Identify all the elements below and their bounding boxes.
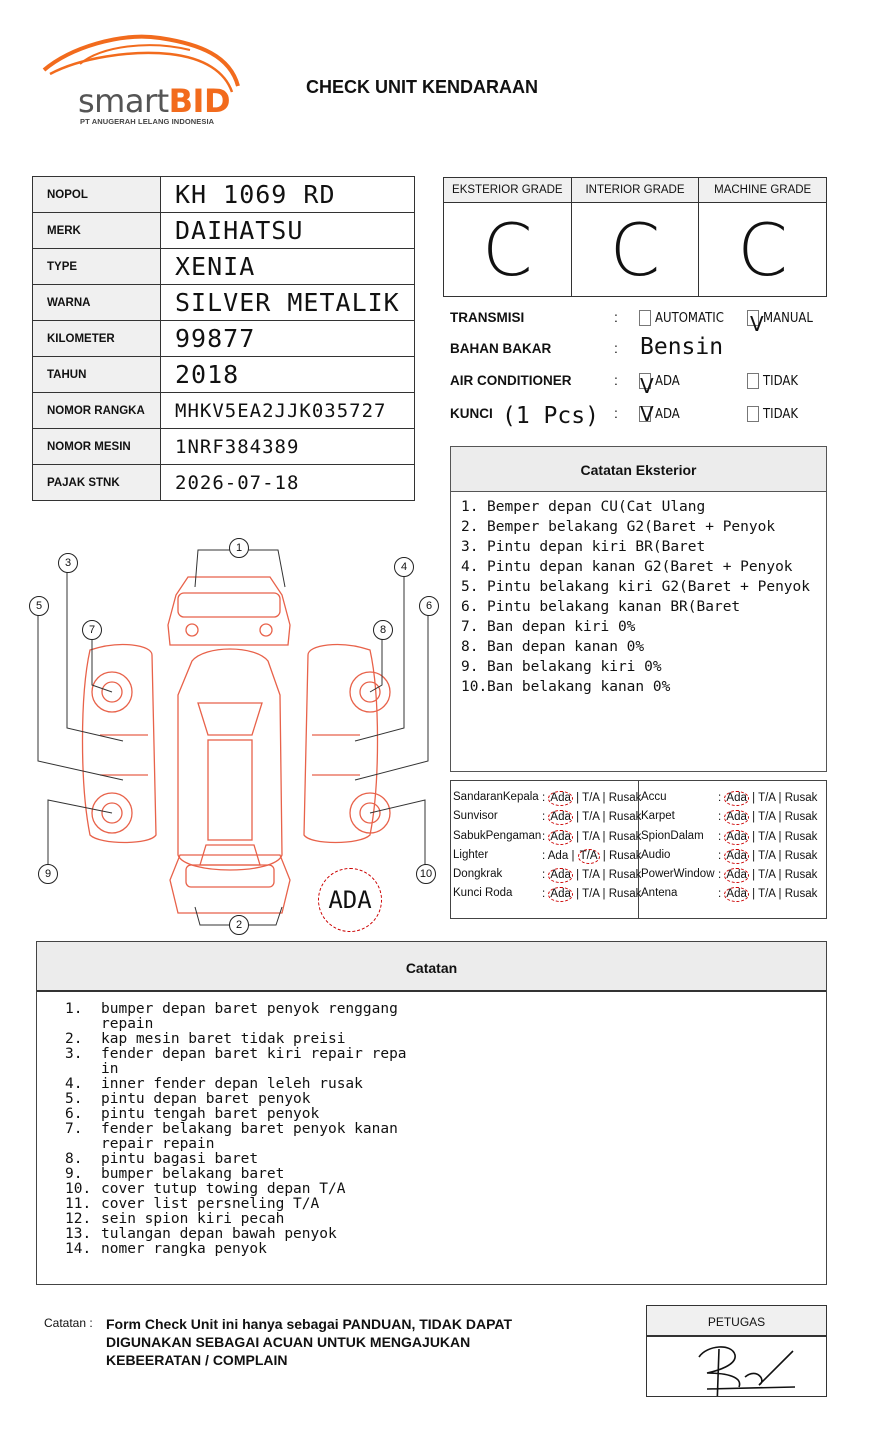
info-value: 2018 — [161, 357, 415, 393]
list-item — [65, 1212, 826, 1227]
accessory-name: SabukPengaman — [453, 829, 542, 842]
info-row — [33, 465, 415, 501]
accessory-row — [639, 849, 826, 868]
colon: : — [614, 340, 618, 356]
info-value: MHKV5EA2JJK035727 — [161, 393, 415, 429]
accessories-left-column — [451, 781, 642, 918]
colon: : — [542, 792, 546, 804]
separator: | — [752, 869, 756, 882]
info-value: XENIA — [161, 249, 415, 285]
option-rusak: Rusak — [608, 830, 642, 843]
document-title: CHECK UNIT KENDARAAN — [306, 77, 538, 97]
item-number: 6. — [65, 1106, 83, 1122]
list-item — [461, 537, 826, 557]
accessories-table — [450, 780, 827, 919]
accessory-name: PowerWindow — [641, 868, 715, 881]
accessory-options — [718, 810, 817, 825]
item-text: inner fender depan leleh rusak — [101, 1076, 363, 1092]
list-item — [65, 1092, 826, 1107]
option-rusak: Rusak — [608, 811, 642, 824]
grade-value: C — [737, 207, 788, 292]
list-item — [461, 597, 826, 617]
list-item — [65, 1032, 826, 1047]
item-number: 3. — [461, 539, 479, 555]
accessory-options — [542, 791, 641, 806]
list-item — [65, 1047, 826, 1077]
item-number: 2. — [461, 519, 479, 535]
accessory-options — [542, 868, 641, 883]
colon: : — [718, 849, 722, 862]
list-item — [461, 517, 826, 537]
item-number: 4. — [65, 1076, 83, 1092]
option-ada: Ada — [550, 888, 571, 901]
automatic-checkbox — [639, 310, 651, 326]
item-text: kap mesin baret tidak preisi — [101, 1031, 346, 1047]
info-key: NOMOR RANGKA — [33, 393, 161, 429]
kunci-ada-label: ADA — [655, 407, 680, 422]
bahan-bakar-value: Bensin — [640, 334, 724, 360]
accessory-name: Karpet — [641, 810, 675, 823]
ac-ada-label: ADA — [655, 374, 680, 389]
grade-machine — [699, 178, 826, 296]
item-text: tulangan depan bawah penyok — [101, 1226, 337, 1242]
grade-label: MACHINE GRADE — [699, 178, 826, 203]
item-number: 9. — [65, 1166, 83, 1182]
option-rusak: Rusak — [608, 888, 642, 901]
info-value: 2026-07-18 — [161, 465, 415, 501]
footer-disclaimer: Form Check Unit ini hanya sebagai PANDUAN, TIDAK DAPAT DIGUNAKAN SEBAGAI ACUAN UNTUK MENGAJUKAN KEBEERATAN / COMPLAIN — [106, 1316, 513, 1368]
colon: : — [718, 811, 722, 824]
item-text: fender belakang baret penyok kanan repair repain — [101, 1121, 398, 1152]
list-item — [461, 577, 826, 597]
callout-lines — [38, 550, 428, 925]
option-rusak: Rusak — [608, 869, 642, 882]
separator: | — [571, 849, 575, 862]
colon: : — [614, 309, 618, 325]
item-number: 6. — [461, 599, 479, 615]
colon: : — [542, 830, 546, 843]
accessory-options — [542, 849, 642, 864]
list-item — [65, 1167, 826, 1182]
item-text: nomer rangka penyok — [101, 1241, 267, 1257]
accessory-options — [718, 868, 817, 883]
accessory-name: Audio — [641, 848, 671, 861]
item-number: 8. — [461, 639, 479, 655]
accessory-options — [542, 810, 641, 825]
ac-tidak-checkbox — [747, 373, 759, 389]
option-ta: T/A — [579, 849, 598, 862]
diagram-marker-8: 8 — [373, 620, 393, 640]
accessory-options — [718, 830, 817, 845]
separator: | — [602, 888, 606, 901]
item-text: Pintu depan kiri BR(Baret — [487, 539, 706, 555]
accessory-options — [542, 887, 641, 902]
accessory-row — [451, 887, 642, 906]
separator: | — [576, 811, 580, 824]
info-value: 99877 — [161, 321, 415, 357]
diagram-marker-6: 6 — [419, 596, 439, 616]
grades-table — [443, 177, 827, 297]
item-number: 11. — [65, 1196, 92, 1212]
accessory-options — [718, 791, 817, 806]
item-text: Bemper belakang G2(Baret + Penyok — [487, 519, 776, 535]
separator: | — [576, 830, 580, 843]
ac-label: AIR CONDITIONER — [450, 373, 572, 388]
bahan-bakar-label: BAHAN BAKAR — [450, 341, 552, 356]
option-ta: T/A — [758, 811, 776, 824]
kunci-ada-check-mark: V — [640, 402, 654, 426]
colon: : — [614, 372, 618, 388]
diagram-marker-2: 2 — [229, 915, 249, 935]
ac-tidak-label: TIDAK — [763, 374, 799, 389]
list-item — [65, 1182, 826, 1197]
accessory-name: Lighter — [453, 848, 489, 861]
item-text: Pintu depan kanan G2(Baret + Penyok — [487, 559, 793, 575]
list-item — [65, 1242, 826, 1257]
info-row — [33, 213, 415, 249]
info-key: TAHUN — [33, 357, 161, 393]
item-number: 9. — [461, 659, 479, 675]
option-ta: T/A — [758, 888, 776, 901]
accessory-name: SpionDalam — [641, 829, 704, 842]
accessory-row — [639, 791, 826, 810]
grade-exterior — [444, 178, 572, 296]
separator: | — [752, 888, 756, 901]
accessory-options — [542, 830, 641, 845]
list-item — [461, 497, 826, 517]
separator: | — [778, 830, 782, 843]
option-ada: Ada — [726, 869, 747, 882]
option-ta: T/A — [582, 830, 600, 843]
option-rusak: Rusak — [784, 830, 818, 843]
option-ada: Ada — [550, 811, 571, 824]
info-row — [33, 285, 415, 321]
option-ta: T/A — [582, 792, 600, 804]
option-ta: T/A — [758, 849, 776, 862]
separator: | — [778, 849, 782, 862]
info-value: 1NRF384389 — [161, 429, 415, 465]
option-ada: Ada — [726, 849, 747, 862]
transmisi-label: TRANSMISI — [450, 310, 525, 325]
item-number: 13. — [65, 1226, 92, 1242]
separator: | — [778, 811, 782, 824]
signature-image — [647, 1337, 828, 1396]
info-row — [33, 177, 415, 213]
accessory-name: Antena — [641, 887, 678, 900]
diagram-marker-7: 7 — [82, 620, 102, 640]
accessory-name: SandaranKepala — [453, 791, 539, 803]
separator: | — [576, 888, 580, 901]
separator: | — [752, 849, 756, 862]
accessory-options — [718, 887, 817, 902]
accessory-row — [639, 810, 826, 829]
kunci-label: KUNCI — [450, 406, 493, 421]
option-ta: T/A — [582, 869, 600, 882]
info-key: KILOMETER — [33, 321, 161, 357]
manual-check-mark: V — [750, 312, 764, 336]
vehicle-info-table — [32, 176, 415, 501]
separator: | — [752, 830, 756, 843]
colon: : — [542, 811, 546, 824]
list-item — [461, 637, 826, 657]
separator: | — [752, 792, 756, 804]
manual-label: MANUAL — [763, 311, 813, 326]
diagram-marker-5: 5 — [29, 596, 49, 616]
list-item — [65, 1227, 826, 1242]
accessory-name: Accu — [641, 791, 667, 803]
kunci-tidak-label: TIDAK — [763, 407, 799, 422]
accessory-name: Dongkrak — [453, 868, 503, 881]
accessory-name: Kunci Roda — [453, 887, 513, 900]
option-ada: Ada — [726, 830, 747, 843]
info-key: NOPOL — [33, 177, 161, 213]
ac-ada-check-mark: V — [640, 374, 654, 398]
colon: : — [542, 888, 546, 901]
catatan-eksterior-title: Catatan Eksterior — [451, 447, 826, 492]
option-ta: T/A — [582, 811, 600, 824]
item-number: 7. — [65, 1121, 83, 1137]
kunci-tidak-checkbox — [747, 406, 759, 422]
option-rusak: Rusak — [784, 888, 818, 901]
accessory-row — [451, 848, 642, 868]
kunci-count: (1 Pcs) — [502, 403, 599, 429]
list-item — [65, 1122, 826, 1152]
item-number: 1. — [461, 499, 479, 515]
option-rusak: Rusak — [784, 811, 818, 824]
item-text: Bemper depan CU(Cat Ulang — [487, 499, 706, 515]
info-value: DAIHATSU — [161, 213, 415, 249]
item-text: Ban depan kiri 0% — [487, 619, 636, 635]
separator: | — [752, 811, 756, 824]
separator: | — [602, 792, 606, 804]
logo-company-name: PT ANUGERAH LELANG INDONESIA — [80, 117, 215, 126]
accessories-right-column — [639, 781, 826, 918]
list-item — [461, 657, 826, 677]
accessory-row — [639, 868, 826, 887]
catatan-title: Catatan — [37, 942, 826, 992]
option-ta: T/A — [758, 830, 776, 843]
diagram-marker-1: 1 — [229, 538, 249, 558]
grade-label: INTERIOR GRADE — [572, 178, 699, 203]
info-key: NOMOR MESIN — [33, 429, 161, 465]
separator: | — [778, 888, 782, 901]
item-text: pintu depan baret penyok — [101, 1091, 311, 1107]
info-key: PAJAK STNK — [33, 465, 161, 501]
colon: : — [614, 405, 618, 421]
info-value: KH 1069 RD — [161, 177, 415, 213]
colon: : — [718, 830, 722, 843]
accessory-row — [451, 791, 642, 810]
grade-value: C — [482, 207, 533, 292]
option-ada: Ada — [550, 830, 571, 843]
item-text: Ban depan kanan 0% — [487, 639, 645, 655]
separator: | — [576, 869, 580, 882]
option-ada: Ada — [726, 888, 747, 901]
accessory-options — [718, 849, 817, 864]
item-number: 7. — [461, 619, 479, 635]
ada-stamp: ADA — [318, 868, 382, 932]
list-item — [65, 1002, 826, 1032]
item-text: bumper belakang baret — [101, 1166, 285, 1182]
info-value: SILVER METALIK — [161, 285, 415, 321]
item-number: 2. — [65, 1031, 83, 1047]
separator: | — [576, 792, 580, 804]
accessory-row — [639, 887, 826, 906]
separator: | — [602, 830, 606, 843]
list-item — [65, 1107, 826, 1122]
separator: | — [778, 869, 782, 882]
diagram-marker-3: 3 — [58, 553, 78, 573]
diagram-marker-10: 10 — [416, 864, 436, 884]
item-number: 10. — [461, 679, 488, 695]
grade-value: C — [609, 207, 661, 292]
list-item — [461, 677, 826, 697]
info-row — [33, 429, 415, 465]
item-text: Pintu belakang kanan BR(Baret — [487, 599, 741, 615]
accessory-row — [451, 868, 642, 887]
car-damage-diagram — [20, 535, 440, 940]
info-row — [33, 393, 415, 429]
item-number: 3. — [65, 1046, 83, 1062]
diagram-marker-9: 9 — [38, 864, 58, 884]
list-item — [65, 1077, 826, 1092]
grade-interior — [572, 178, 700, 296]
colon: : — [718, 792, 722, 804]
option-ada: Ada — [726, 811, 747, 824]
list-item — [65, 1152, 826, 1167]
item-text: cover tutup towing depan T/A — [101, 1181, 346, 1197]
separator: | — [602, 811, 606, 824]
item-text: pintu bagasi baret — [101, 1151, 259, 1167]
accessory-row — [451, 829, 642, 849]
info-row — [33, 249, 415, 285]
item-number: 5. — [65, 1091, 83, 1107]
logo-wordmark: smartBID — [78, 82, 231, 120]
colon: : — [542, 869, 546, 882]
option-ada: Ada — [547, 849, 569, 862]
item-text: sein spion kiri pecah — [101, 1211, 285, 1227]
diagram-marker-4: 4 — [394, 557, 414, 577]
info-row — [33, 321, 415, 357]
item-number: 10. — [65, 1181, 92, 1197]
option-rusak: Rusak — [784, 869, 818, 882]
grade-label: EKSTERIOR GRADE — [444, 178, 571, 203]
option-ta: T/A — [758, 869, 776, 882]
option-rusak: Rusak — [608, 792, 642, 804]
item-number: 5. — [461, 579, 479, 595]
accessory-name: Sunvisor — [453, 810, 498, 823]
list-item — [65, 1197, 826, 1212]
petugas-box — [646, 1305, 827, 1397]
item-text: bumper depan baret penyok renggang repain — [101, 1001, 398, 1032]
separator: | — [602, 849, 606, 862]
car-outline — [83, 577, 391, 913]
item-text: pintu tengah baret penyok — [101, 1106, 320, 1122]
item-number: 12. — [65, 1211, 92, 1227]
catatan-list — [37, 992, 826, 1257]
petugas-label: PETUGAS — [647, 1306, 826, 1337]
accessory-row — [451, 810, 642, 829]
item-text: Ban belakang kiri 0% — [487, 659, 662, 675]
option-rusak: Rusak — [784, 849, 818, 862]
option-rusak: Rusak — [608, 849, 642, 862]
list-item — [461, 617, 826, 637]
list-item — [461, 557, 826, 577]
item-text: cover list persneling T/A — [101, 1196, 320, 1212]
option-ada: Ada — [550, 869, 571, 882]
option-ada: Ada — [726, 792, 747, 804]
catatan-eksterior-list — [451, 492, 826, 697]
footer-label: Catatan : — [44, 1316, 93, 1330]
separator: | — [778, 792, 782, 804]
separator: | — [602, 869, 606, 882]
colon: : — [718, 888, 722, 901]
item-number: 14. — [65, 1241, 92, 1257]
item-number: 4. — [461, 559, 479, 575]
colon: : — [542, 849, 546, 862]
catatan-eksterior-box — [450, 446, 827, 772]
option-ta: T/A — [582, 888, 600, 901]
colon: : — [718, 869, 722, 882]
accessory-row — [639, 830, 826, 849]
info-key: MERK — [33, 213, 161, 249]
info-row — [33, 357, 415, 393]
item-number: 1. — [65, 1001, 83, 1017]
item-text: fender depan baret kiri repair repa in — [101, 1046, 407, 1077]
option-rusak: Rusak — [784, 792, 818, 804]
automatic-label: AUTOMATIC — [655, 311, 724, 326]
option-ta: T/A — [758, 792, 776, 804]
catatan-box — [36, 941, 827, 1285]
item-number: 8. — [65, 1151, 83, 1167]
info-key: TYPE — [33, 249, 161, 285]
item-text: Pintu belakang kiri G2(Baret + Penyok — [487, 579, 811, 595]
info-key: WARNA — [33, 285, 161, 321]
item-text: Ban belakang kanan 0% — [487, 679, 671, 695]
option-ada: Ada — [550, 792, 571, 804]
